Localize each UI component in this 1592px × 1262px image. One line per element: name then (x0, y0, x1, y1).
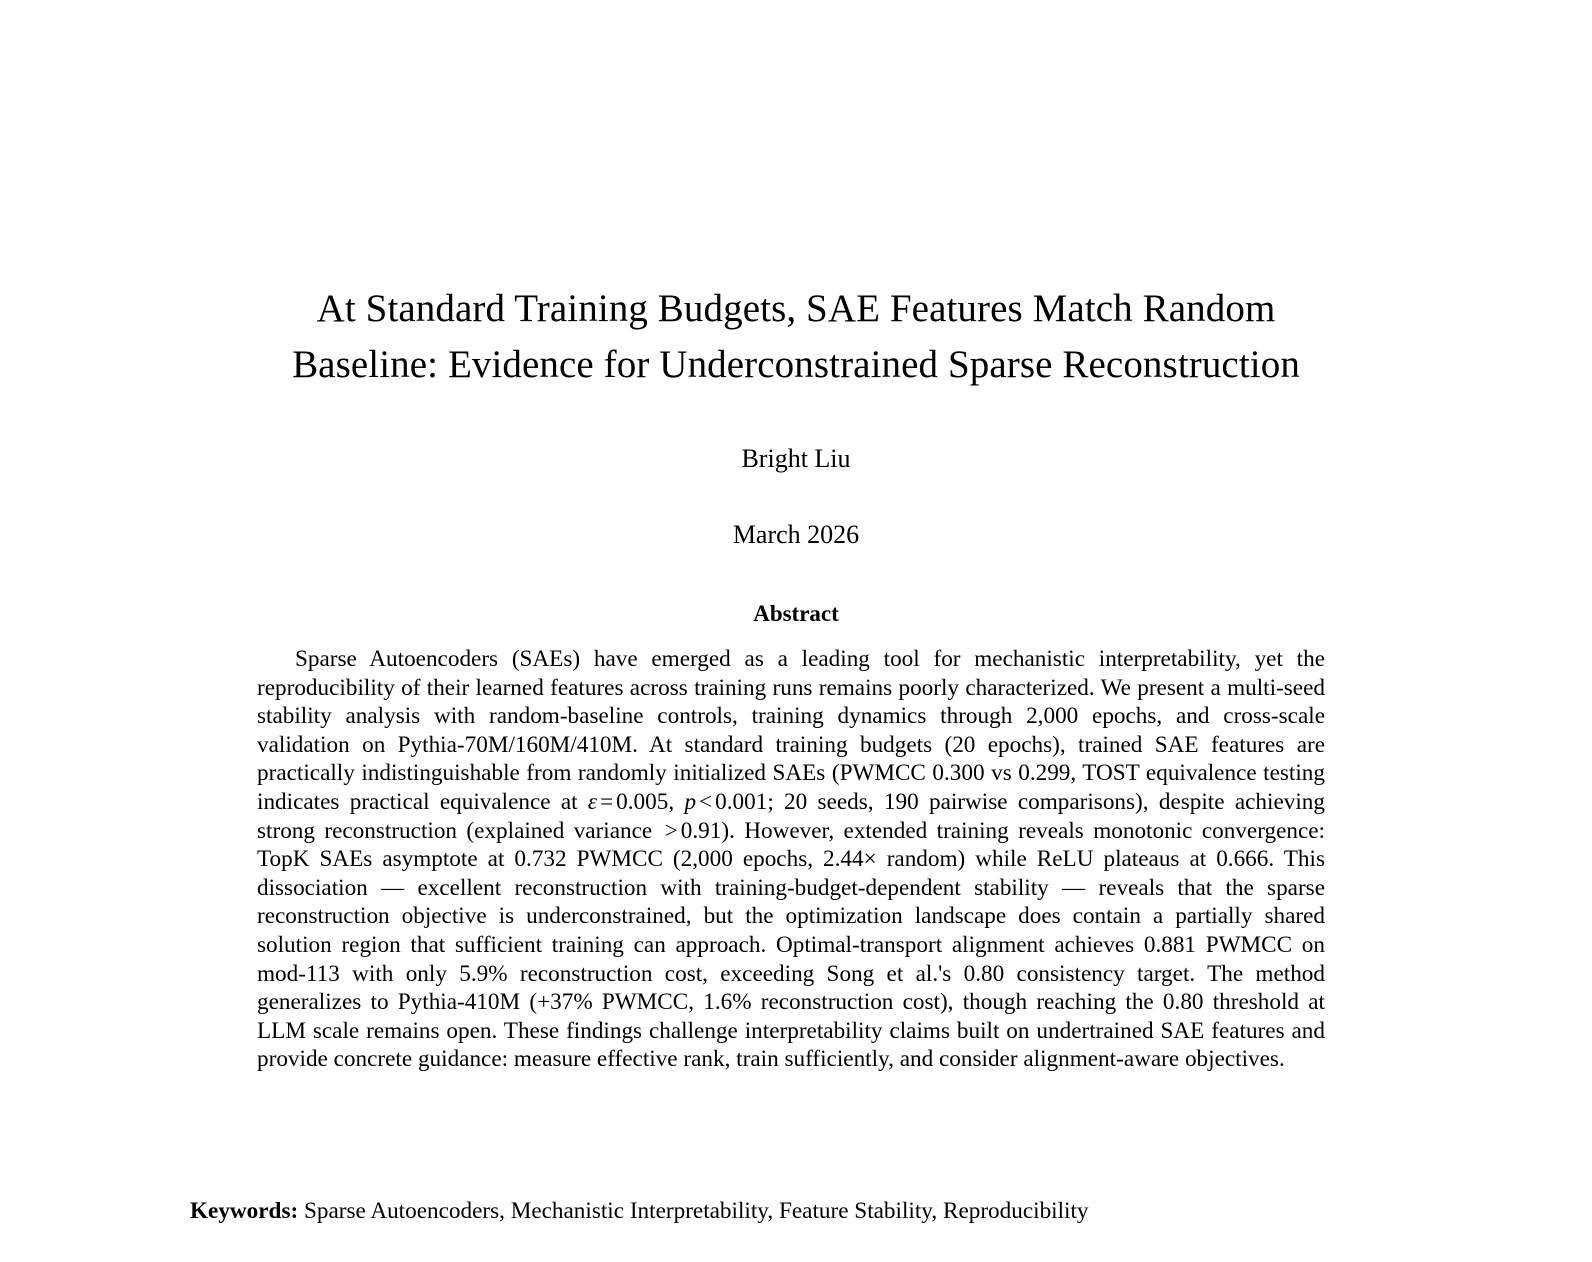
abstract-segment-5: random) while ReLU plateaus at 0.666. This dissociation (257, 846, 1325, 901)
abstract-segment-7: reveals that the sparse reconstruction objective is underconstrained, but the optimization landscape does contain a partially shared solution region that sufficient training can approach. Optimal-transport alignment achieves 0.881 PWMCC on mod-113 with only 5.9% reconstruction cost, exceeding Song et al.'s 0.80 consistency target. The method generalizes to Pythia-410M (+37% PWMCC, 1.6% reconstruction cost), though reaching the 0.80 threshold at LLM scale remains open. These findings challenge interpretability claims built on undertrained SAE features and provide concrete guidance: measure effective rank, train sufficiently, and consider alignment-aware objectives. (257, 874, 1325, 1073)
abstract-segment-2: , (668, 788, 685, 815)
p-value: 0.001 (715, 788, 768, 815)
author-name: Bright Liu (741, 444, 851, 473)
explained-variance-value: 0.91 (680, 817, 722, 844)
paper-title-line-2: Baseline: Evidence for Underconstrained Sparse Reconstruction (292, 343, 1300, 386)
page-title (196, 281, 1396, 393)
paper-title-text (196, 281, 1396, 393)
keywords-block (190, 1196, 1405, 1226)
abstract-heading: Abstract (753, 601, 839, 626)
less-than-operator: < (699, 788, 713, 815)
epsilon-symbol: ε (587, 788, 598, 815)
abstract-body (257, 645, 1325, 1074)
times-symbol: × (863, 846, 877, 873)
epsilon-value: 0.005 (616, 788, 669, 815)
paper-title-line-1: At Standard Training Budgets, SAE Features Match Random (316, 287, 1276, 330)
abstract-segment-4: ). However, extended training reveals monotonic convergence: TopK SAEs asymptote at 0.732 PWMCC (2,000 epochs, 2.44 (257, 817, 1325, 873)
keywords-value: Sparse Autoencoders, Mechanistic Interpretability, Feature Stability, Reproducibility (304, 1198, 1089, 1224)
equals-operator: = (600, 788, 614, 815)
author-block (196, 442, 1396, 476)
abstract-segment-3: ; 20 seeds, 190 pairwise comparisons), despite achieving strong reconstruction (explained variance (257, 788, 1325, 844)
em-dash-2: — (1062, 874, 1086, 901)
keywords-label: Keywords: (190, 1198, 299, 1224)
em-dash-1: — (381, 874, 405, 901)
p-symbol: p (684, 788, 697, 815)
abstract-paragraph (257, 645, 1325, 1074)
greater-than-operator: > (664, 817, 678, 844)
abstract-segment-6: excellent reconstruction with training-budget-dependent stability (404, 874, 1063, 901)
date-block (196, 518, 1396, 552)
publication-date: March 2026 (732, 520, 860, 549)
abstract-segment-1: Sparse Autoencoders (SAEs) have emerged as a leading tool for mechanistic interpretability, yet the reproducibility of their learned features across training runs remains poorly characterized. We present a multi-seed stability analysis with random-baseline controls, training dynamics through 2,000 epochs, and cross-scale validation on Pythia-70M/160M/410M. At standard training budgets (20 epochs), trained SAE features are practically indistinguishable from randomly initialized SAEs (PWMCC 0.300 vs 0.299, TOST equivalence testing indicates practical equivalence at (257, 646, 1325, 815)
